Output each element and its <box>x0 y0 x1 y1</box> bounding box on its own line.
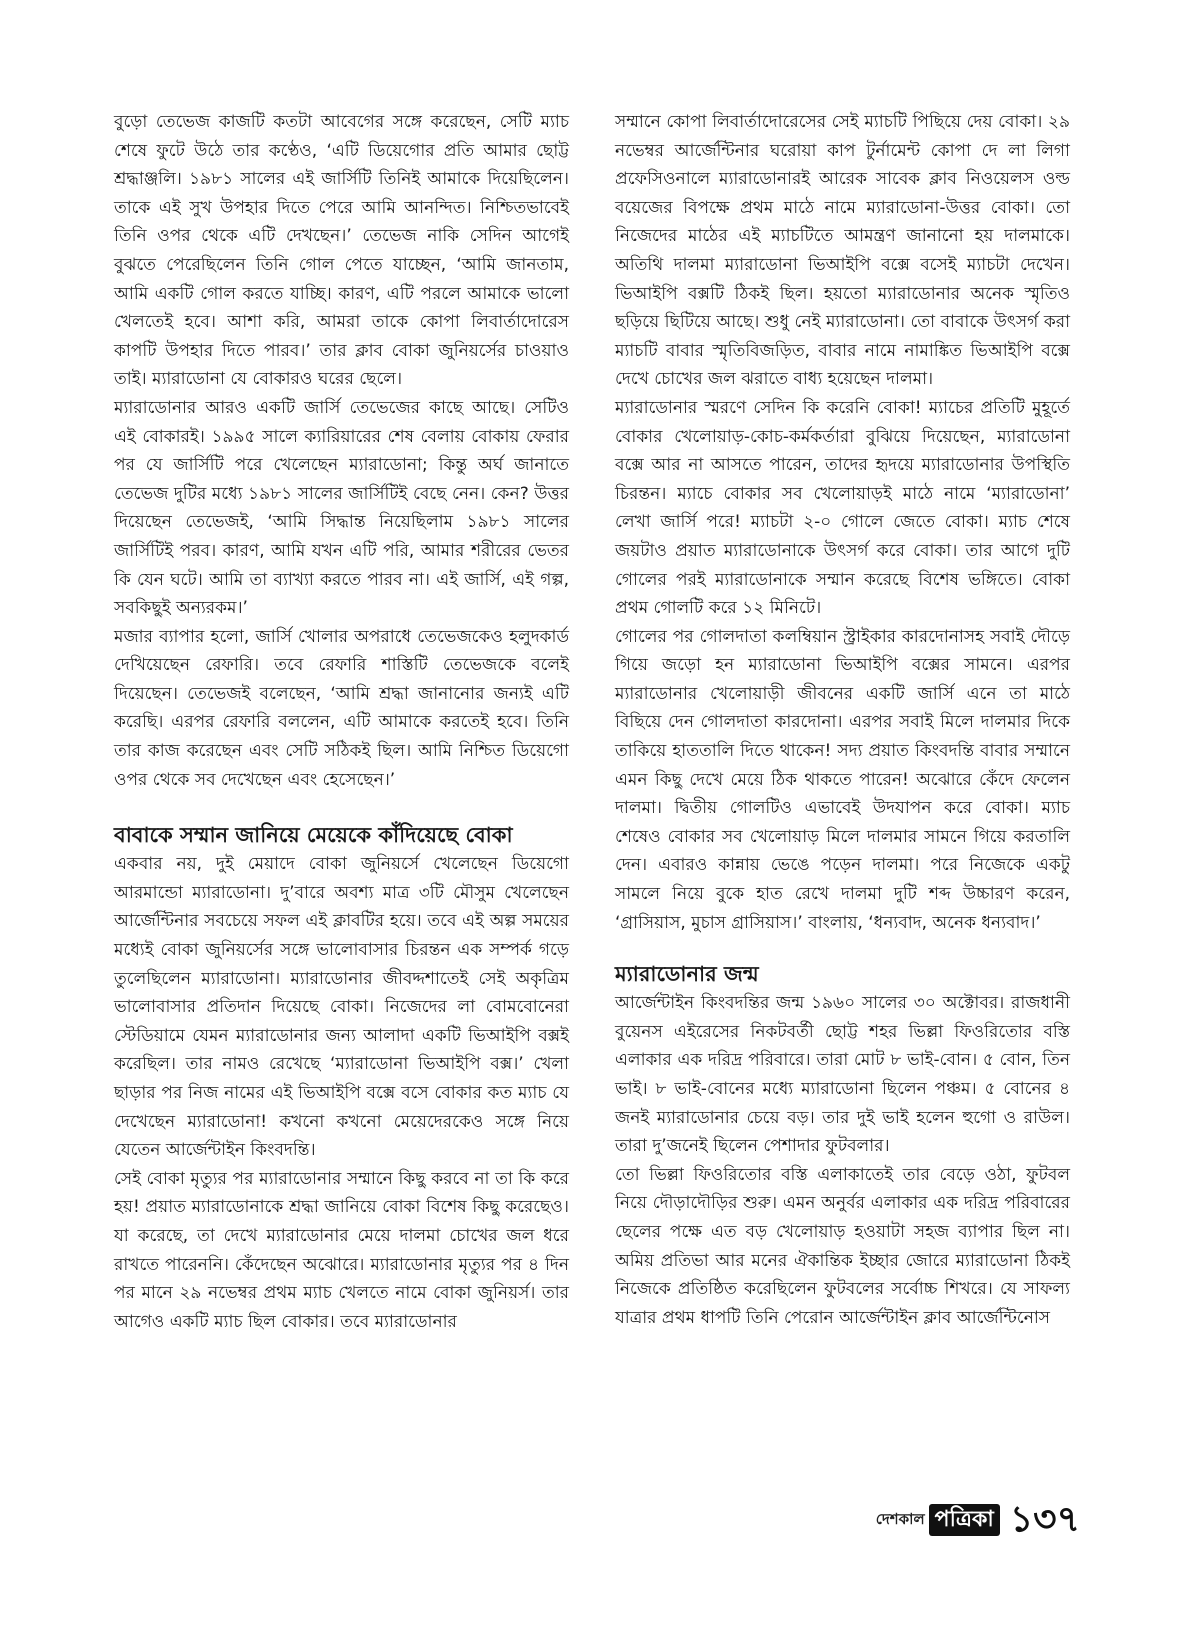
paragraph: মজার ব্যাপার হলো, জার্সি খোলার অপরাধে তেভেজকেও হলুদকার্ড দেখিয়েছেন রেফারি। তবে রেফারি শাস্তিটি তেভেজকে বলেই দিয়েছেন। তেভেজই বলেছেন, ‘আমি শ্রদ্ধা জানানোর জন্যই এটি করেছি। এরপর রেফারি বললেন, এটি আমাকে করতেই হবে। তিনি তার কাজ করেছেন এবং সেটি সঠিকই ছিল। আমি নিশ্চিত ডিয়েগো ওপর থেকে সব দেখেছেন এবং হেসেছেন।’ <box>114 626 569 790</box>
paragraph: ম্যারাডোনার স্মরণে সেদিন কি করেনি বোকা! ম্যাচের প্রতিটি মুহূর্তে বোকার খেলোয়াড়-কোচ-কর্মকর্তারা বুঝিয়ে দিয়েছেন, ম্যারাডোনা বক্সে আর না আসতে পারেন, তাদের হৃদয়ে ম্যারাডোনার উপস্থিতি চিরন্তন। ম্যাচে বোকার সব খেলোয়াড়ই মাঠে নামে ‘ম্যারাডোনা’ লেখা জার্সি পরে! ম্যাচটা ২-০ গোলে জেতে বোকা। ম্যাচ শেষে জয়টাও প্রয়াত ম্যারাডোনাকে উৎসর্গ করে বোকা। তার আগে দুটি গোলের পরই ম্যারাডোনাকে সম্মান করেছে বিশেষ ভঙ্গিতে। বোকা প্রথম গোলটি করে ১২ মিনিটে। <box>615 397 1070 619</box>
publication-brand <box>876 1504 1000 1536</box>
right-column <box>615 108 1070 1332</box>
paragraph: বুড়ো তেভেজ কাজটি কতটা আবেগের সঙ্গে করেছেন, সেটি ম্যাচ শেষে ফুটে উঠে তার কণ্ঠেও, ‘এটি ডিয়েগোর প্রতি আমার ছোট্ট শ্রদ্ধাঞ্জলি। ১৯৮১ সালের এই জার্সিটি তিনিই আমাকে দিয়েছিলেন। তাকে এই সুখ উপহার দিতে পেরে আমি আনন্দিত। নিশ্চিতভাবেই তিনি ওপর থেকে এটি দেখছেন।’ তেভেজ নাকি সেদিন আগেই বুঝতে পেরেছিলেন তিনি গোল পেতে যাচ্ছেন, ‘আমি জানতাম, আমি একটি গোল করতে যাচ্ছি। কারণ, এটি পরলে আমাকে ভালো খেলতেই হবে। আশা করি, আমরা তাকে কোপা লিবার্তাদোরেস কাপটি উপহার দিতে পারব।’ তার ক্লাব বোকা জুনিয়র্সের চাওয়াও তাই। ম্যারাডোনা যে বোকারও ঘরের ছেলে। <box>114 112 569 390</box>
paragraph: তো ভিল্লা ফিওরিতোর বস্তি এলাকাতেই তার বেড়ে ওঠা, ফুটবল নিয়ে দৌড়াদৌড়ির শুরু। এমন অনুর্বর এলাকার এক দরিদ্র পরিবারের ছেলের পক্ষে এত বড় খেলোয়াড় হওয়াটা সহজ ব্যাপার ছিল না। অমিয় প্রতিভা আর মনের ঐকান্তিক ইচ্ছার জোরে ম্যারাডোনা ঠিকই নিজেকে প্রতিষ্ঠিত করেছিলেন ফুটবলের সর্বোচ্চ শিখরে। যে সাফল্য যাত্রার প্রথম ধাপটি তিনি পেরোন আর্জেন্টাইন ক্লাব আর্জেন্টিনোস <box>615 1164 1070 1328</box>
paragraph: আর্জেন্টাইন কিংবদন্তির জন্ম ১৯৬০ সালের ৩০ অক্টোবর। রাজধানী বুয়েনস এইরেসের নিকটবর্তী ছোট্ট শহর ভিল্লা ফিওরিতোর বস্তি এলাকার এক দরিদ্র পরিবারে। তারা মোট ৮ ভাই-বোন। ৫ বোন, তিন ভাই। ৮ ভাই-বোনের মধ্যে ম্যারাডোনা ছিলেন পঞ্চম। ৫ বোনের ৪ জনই ম্যারাডোনার চেয়ে বড়। তার দুই ভাই হলেন হুগো ও রাউল। তারা দু’জনেই ছিলেন পেশাদার ফুটবলার। <box>615 993 1070 1157</box>
left-column <box>114 108 569 1336</box>
paragraph: সম্মানে কোপা লিবার্তাদোরেসের সেই ম্যাচটি পিছিয়ে দেয় বোকা। ২৯ নভেম্বর আর্জেন্টিনার ঘরোয়া কাপ টুর্নামেন্ট কোপা দে লা লিগা প্রফেসিওনালে ম্যারাডোনারই আরেক সাবেক ক্লাব নিওয়েলস ওল্ড বয়েজের বিপক্ষে প্রথম মাঠে নামে ম্যারাডোনা-উত্তর বোকা। তো নিজেদের মাঠের এই ম্যাচটিতে আমন্ত্রণ জানানো হয় দালমাকে। অতিথি দালমা ম্যারাডোনা ভিআইপি বক্সে বসেই ম্যাচটা দেখেন। ভিআইপি বক্সটি ঠিকই ছিল। হয়তো ম্যারাডোনার অনেক স্মৃতিও ছড়িয়ে ছিটিয়ে আছে। শুধু নেই ম্যারাডোনা। তো বাবাকে উৎসর্গ করা ম্যাচটি বাবার স্মৃতিবিজড়িত, বাবার নামে নামাঙ্কিত ভিআইপি বক্সে দেখে চোখের জল ঝরাতে বাধ্য হয়েছেন দালমা। <box>615 112 1070 390</box>
paragraph: একবার নয়, দুই মেয়াদে বোকা জুনিয়র্সে খেলেছেন ডিয়েগো আরমান্ডো ম্যারাডোনা। দু’বারে অবশ্য মাত্র ৩টি মৌসুম খেলেছেন আর্জেন্টিনার সবচেয়ে সফল এই ক্লাবটির হয়ে। তবে এই অল্প সময়ের মধ্যেই বোকা জুনিয়র্সের সঙ্গে ভালোবাসার চিরন্তন এক সম্পর্ক গড়ে তুলেছিলেন ম্যারাডোনা। ম্যারাডোনার জীবদ্দশাতেই সেই অকৃত্রিম ভালোবাসার প্রতিদান দিয়েছে বোকা। নিজেদের লা বোমবোনেরা স্টেডিয়ামে যেমন ম্যারাডোনার জন্য আলাদা একটি ভিআইপি বক্সই করেছিল। তার নামও রেখেছে ‘ম্যারাডোনা ভিআইপি বক্স।’ খেলা ছাড়ার পর নিজ নামের এই ভিআইপি বক্সে বসে বোকার কত ম্যাচ যে দেখেছেন ম্যারাডোনা! কখনো কখনো মেয়েদেরকেও সঙ্গে নিয়ে যেতেন আর্জেন্টাইন কিংবদন্তি। <box>114 854 569 1161</box>
page-number: ১৩৭ <box>1009 1499 1080 1540</box>
page-footer <box>876 1500 1080 1540</box>
publication-name: দেশকাল <box>875 1509 925 1528</box>
paragraph: গোলের পর গোলদাতা কলম্বিয়ান স্ট্রাইকার কারদোনাসহ সবাই দৌড়ে গিয়ে জড়ো হন ম্যারাডোনা ভিআইপি বক্সের সামনে। এরপর ম্যারাডোনার খেলোয়াড়ী জীবনের একটি জার্সি এনে তা মাঠে বিছিয়ে দেন গোলদাতা কারদোনা। এরপর সবাই মিলে দালমার দিকে তাকিয়ে হাততালি দিতে থাকেন! সদ্য প্রয়াত কিংবদন্তি বাবার সম্মানে এমন কিছু দেখে মেয়ে ঠিক থাকতে পারেন! অঝোরে কেঁদে ফেলেন দালমা। দ্বিতীয় গোলটিও এভাবেই উদযাপন করে বোকা। ম্যাচ শেষেও বোকার সব খেলোয়াড় মিলে দালমার সামনে গিয়ে করতালি দেন। এবারও কান্নায় ভেঙে পড়েন দালমা। পরে নিজেকে একটু সামলে নিয়ে বুকে হাত রেখে দালমা দুটি শব্দ উচ্চারণ করেন, ‘গ্রাসিয়াস, মুচাস গ্রাসিয়াস।’ বাংলায়, ‘ধন্যবাদ, অনেক ধন্যবাদ।’ <box>615 626 1070 933</box>
paragraph: ম্যারাডোনার আরও একটি জার্সি তেভেজের কাছে আছে। সেটিও এই বোকারই। ১৯৯৫ সালে ক্যারিয়ারের শেষ বেলায় বোকায় ফেরার পর যে জার্সিটি পরে খেলেছেন ম্যারাডোনা; কিন্তু অর্ঘ জানাতে তেভেজ দুটির মধ্যে ১৯৮১ সালের জার্সিটিই বেছে নেন। কেন? উত্তর দিয়েছেন তেভেজই, ‘আমি সিদ্ধান্ত নিয়েছিলাম ১৯৮১ সালের জার্সিটিই পরব। কারণ, আমি যখন এটি পরি, আমার শরীরের ভেতর কি যেন ঘটে। আমি তা ব্যাখ্যা করতে পারব না। এই জার্সি, এই গল্প, সবকিছুই অন্যরকম।’ <box>114 397 569 619</box>
paragraph: সেই বোকা মৃত্যুর পর ম্যারাডোনার সম্মানে কিছু করবে না তা কি করে হয়! প্রয়াত ম্যারাডোনাকে শ্রদ্ধা জানিয়ে বোকা বিশেষ কিছু করেছেও। যা করেছে, তা দেখে ম্যারাডোনার মেয়ে দালমা চোখের জল ধরে রাখতে পারেননি। কেঁদেছেন অঝোরে। ম্যারাডোনার মৃত্যুর পর ৪ দিন পর মানে ২৯ নভেম্বর প্রথম ম্যাচ খেলতে নামে বোকা জুনিয়র্স। তার আগেও একটি ম্যাচ ছিল বোকার। তবে ম্যারাডোনার <box>114 1168 569 1332</box>
publication-logo: পত্রিকা <box>929 1504 1000 1536</box>
section-heading: বাবাকে সম্মান জানিয়ে মেয়েকে কাঁদিয়েছে বোকা <box>114 823 513 848</box>
section-heading: ম্যারাডোনার জন্ম <box>615 962 759 987</box>
